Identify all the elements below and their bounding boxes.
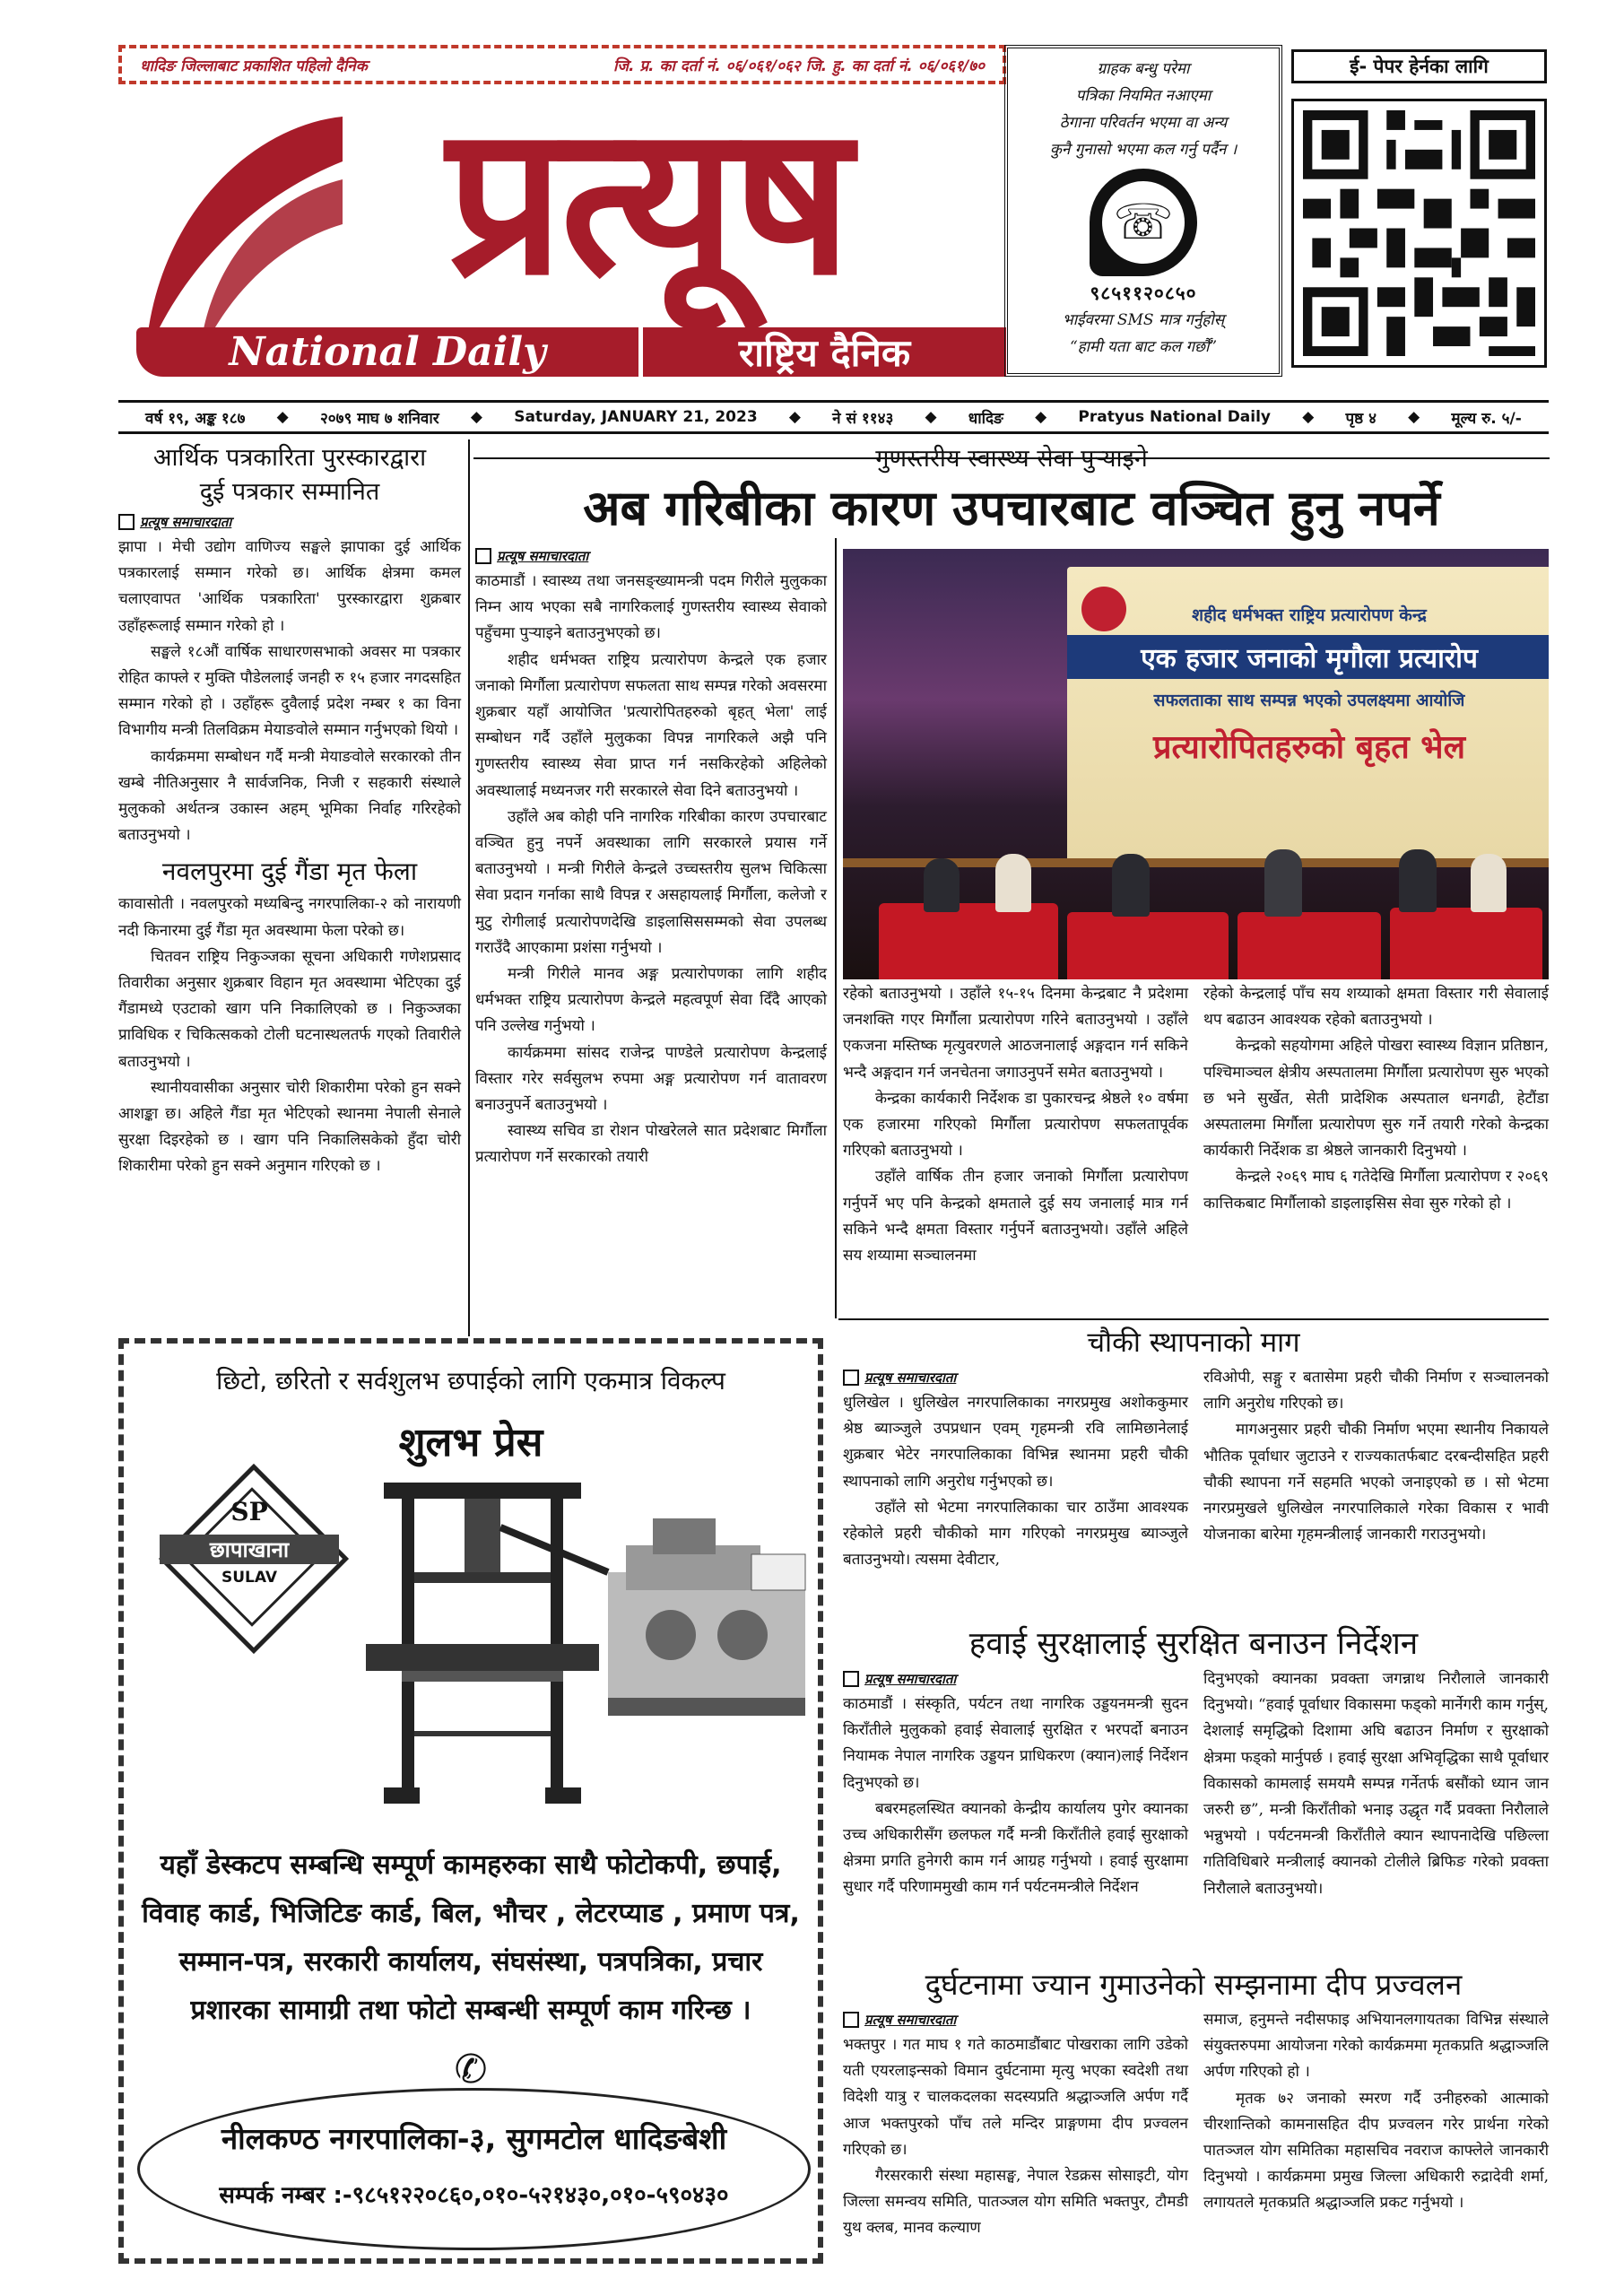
photo-table [879,903,1058,979]
event-photo [843,549,1549,979]
english-date: Saturday, JANUARY 21, 2023 [514,408,758,426]
registration-number: जि. प्र. का दर्ता नं. ०६/०६१/०६२ जि. हु. का दर्ता नं. ०६/०६१/७० [612,57,985,75]
paragraph: मृतक ७२ जनाको स्मरण गर्दै उनीहरुको आत्माको चीरशान्तिको कामनासहित दीप प्रज्वलन गरेर प्रार्थना गरेको पातञ्जल योग समितिका महासचिव नवराज काफ्लेले जानकारी दिनुभयो । कार्यक्रममा प्रमुख जिल्ला अधिकारी रुद्रादेवी शर्मा, लगायतले मृतकप्रति श्रद्धाञ्जलि प्रकट गर्नुभयो । [1203,2089,1549,2213]
viber-number: ९८५११२०८५० [1090,282,1197,304]
newspaper-logo [118,82,1006,377]
bullet-icon: ◆ [470,408,482,426]
byline: प्रत्यूष समाचारदाता [118,513,461,531]
checkbox-icon [118,514,135,530]
press-advertisement[interactable] [118,1338,823,2264]
paragraph: भक्तपुर । गत माघ १ गते काठमाडौंबाट पोखराका लागि उडेको यती एयरलाइन्सको विमान दुर्घटनामा मृत्यु भएका स्वदेशी तथा विदेशी यात्रु र चालकदलका सदस्यप्रति श्रद्धाञ्जलि अर्पण गर्दै आज भक्तपुरको पाँच तले मन्दिर प्राङ्गणमा दीप प्रज्वलन गरिएको छ। [843,2036,1188,2159]
ad-contact-number: सम्पर्क नम्बर :-९८५१२२०८६०,०१०-५२१४३०,०१०-५९०४३० [219,2182,729,2209]
paragraph: रविओपी, सङ्गु र बतासेमा प्रहरी चौकी निर्माण र सञ्चालनको लागि अनुरोध गरिएको छ। [1203,1369,1549,1413]
paragraph: स्थानीयवासीका अनुसार चोरी शिकारीमा परेको हुन सक्ने आशङ्का छ। अहिले गैंडा मृत भेटिएको स्थानमा नेपाली सेनाले सुरक्षा दिइरहेको छ । खाग पनि निकालिसकेको हुँदा चोरी शिकारीमा परेको हुन सक्ने अनुमान गरिएको छ । [118,1078,461,1176]
photo-table [1067,912,1229,979]
byline: प्रत्यूष समाचारदाता [475,547,827,565]
vigil-column-1 [843,2007,1188,2242]
viber-quote: “हामी यता बाट कल गर्छौं” [1069,338,1218,356]
paragraph: उहाँले अब कोही पनि नागरिक गरिबीका कारण उपचारबाट वञ्चित हुनु नपर्ने अवस्थाका लागि सरकारले प्रयास गर्ने बताउनुभयो । मन्त्री गिरीले केन्द्रले उच्चस्तरीय सुलभ चिकित्सा सेवा प्रदान गर्नाका साथै विपन्न र असहायलाई मिर्गौला, कलेजो र मुटु रोगीलाई प्रत्यारोपणदेखि डाइलासिससम्मको सेवा उपलब्ध गराउँदै आएकामा प्रशंसा गर्नुभयो । [475,807,827,957]
paper-name-en: Pratyus National Daily [1078,408,1272,426]
bullet-icon: ◆ [1408,408,1420,426]
paragraph: धुलिखेल । धुलिखेल नगरपालिकाका नगरप्रमुख अशोककुमार श्रेष्ठ ब्याञ्जुले उपप्रधान एवम् गृहमन्त्री रवि लामिछानेलाई शुक्रबार भेटेर नगरपालिकाका विभिन्न स्थानमा प्रहरी चौकी स्थापनाको लागि अनुरोध गर्नुभएको छ। [843,1394,1188,1491]
epaper-label: ई- पेपर हेर्नका लागि [1291,49,1547,83]
lead-column-2 [843,981,1188,1269]
byline: प्रत्यूष समाचारदाता [843,1369,1188,1387]
paragraph: रहेको केन्द्रलाई पाँच सय शय्याको क्षमता विस्तार गरी सेवालाई थप बढाउन आवश्यक रहेको बताउनुभयो । [1203,985,1549,1030]
paragraph: स्वास्थ्य सचिव डा रोशन पोखरेलले सात प्रदेशबाट मिर्गौला प्रत्यारोपण गर्ने सरकारको तयारी [475,1122,827,1167]
photo-table [1390,908,1542,979]
paragraph: चितवन राष्ट्रिय निकुञ्जका सूचना अधिकारी गणेशप्रसाद तिवारीका अनुसार शुक्रबार विहान मृत अवस्थामा भेटिएका दुई गैंडामध्ये एउटाको खाग पनि निकालिएको छ । निकुञ्जका प्राविधिक र चिकित्सकको टोली घटनास्थलतर्फ गएको तिवारीले बताउनुभयो । [118,947,461,1071]
ad-title: शुलभ प्रेस [398,1420,543,1465]
info-bar [118,400,1549,434]
section-rule [838,1318,1549,1320]
checkbox-icon [843,1671,859,1687]
byline: प्रत्यूष समाचारदाता [843,2011,1188,2029]
year-issue: वर्ष १९, अङ्क १८७ [145,409,246,428]
ad-address: नीलकण्ठ नगरपालिका-३, सुगमटोल धादिङबेशी [221,2121,727,2156]
paragraph: गैरसरकारी संस्था महासङ्घ, नेपाल रेडक्रस सोसाइटी, योग जिल्ला समन्वय समिति, पातञ्जल योग समिति भक्तपुर, टौमडी युथ क्लब, मानव कल्याण [843,2167,1188,2238]
ad-tagline: छिटो, छरितो र सर्वशुलभ छपाईको लागि एकमात्र विकल्प [216,1366,725,1396]
national-daily-label: National Daily [136,327,638,377]
column-divider [468,439,470,1336]
bullet-icon: ◆ [925,408,937,426]
paragraph: केन्द्रले २०६९ माघ ६ गतेदेखि मिर्गौला प्रत्यारोपण र २०६९ कात्तिकबाट मिर्गौलाको डाइलाइसिस सेवा सुरु गरेको हो । [1203,1168,1549,1213]
photo-person [995,854,1031,912]
police-column-1 [843,1365,1188,1573]
bullet-icon: ◆ [1035,408,1047,426]
paragraph: काठमाडौं । स्वास्थ्य तथा जनसङ्ख्यामन्त्री पदम गिरीले मुलुकका निम्न आय भएका सबै नागरिकलाई गुणस्तरीय स्वास्थ्य सेवाको पहुँचमा पुर्‍याइने बताउनुभएको छ। [475,572,827,643]
paragraph: उहाँले सो भेटमा नगरपालिकाका चार ठाउँमा आवश्यक रहेकोले प्रहरी चौकीको माग गरिएको नगरप्रमुख ब्याञ्जुले बताउनुभयो। त्यसमा देवीटार, [843,1498,1188,1570]
nepali-date: २०७९ माघ ७ शनिवार [319,409,439,428]
photo-person [1471,854,1507,912]
notice-line: पत्रिका नियमित नआएमा [1075,87,1211,105]
viber-note: भाईवरमा SMS मात्र गर्नुहोस् [1062,311,1225,329]
column-divider [835,538,837,1318]
qr-code-icon [1303,110,1535,356]
notice-line: ठेगाना परिवर्तन भएमा वा अन्य [1059,114,1228,132]
first-daily-note: धादिङ जिल्लाबाट प्रकाशित पहिलो दैनिक [140,57,368,75]
checkbox-icon [475,548,491,564]
bullet-icon: ◆ [276,408,289,426]
paragraph: कावासोती । नवलपुरको मध्यबिन्दु नगरपालिका-२ को नारायणी नदी किनारमा दुई गैंडा मृत अवस्थामा फेला परेको छ। [118,895,461,940]
rhino-headline: नवलपुरमा दुई गैंडा मृत फेला [161,857,418,887]
police-headline: चौकी स्थापनाको माग [1087,1326,1300,1359]
nepal-emblem-icon [1081,587,1126,631]
lead-column-1 [475,544,827,1171]
paragraph: झापा । मेची उद्योग वाणिज्य सङ्घले झापाका दुई आर्थिक पत्रकारलाई सम्मान गरेको छ। आर्थिक क्षेत्रमा कमल चलाएवापत 'आर्थिक पत्रकारिता' पुरस्कारद्वारा शुक्रबार उहाँहरूलाई सम्मान गरेको हो । [118,538,461,635]
price: मूल्य रु. ५/- [1451,409,1522,428]
paragraph: काठमाडौं । संस्कृति, पर्यटन तथा नागरिक उड्डयनमन्त्री सुदन किराँतीले मुलुकको हवाई सेवालाई सुरक्षित र भरपर्दो बनाउन नियामक नेपाल नागरिक उड्डयन प्राधिकरण (क्यान)लाई निर्देशन दिनुभएको छ। [843,1695,1188,1792]
ad-contact-oval [137,2088,811,2250]
photo-banner: शहीद धर्मभक्त राष्ट्रिय प्रत्यारोपण केन्द्र एक हजार जनाको मृगौला प्रत्यारोप सफलताका साथ सम्पन्न भएको उपलक्ष्यमा आयोजि प्रत्यारोपितहरुको बृहत भेल [1067,567,1549,863]
police-column-2 [1203,1365,1549,1548]
byline: प्रत्यूष समाचारदाता [843,1670,1188,1688]
paragraph: कार्यक्रममा सांसद राजेन्द्र पाण्डेले प्रत्यारोपण केन्द्रलाई विस्तार गरेर सर्वसुलभ रुपमा अङ्ग प्रत्यारोपण गर्न वातावरण बनाउनुपर्ने बताउनुभयो । [475,1043,827,1115]
page-number: पृष्ठ ४ [1345,409,1376,428]
paragraph: बबरमहलस्थित क्यानको केन्द्रीय कार्यालय पुगेर क्यानका उच्च अधिकारीसँग छलफल गर्दै मन्त्री किराँतीले हवाई सुरक्षाको क्षेत्रमा प्रगति हुनेगरी काम गर्न आग्रह गर्नुभयो । हवाई सुरक्षामा सुधार गर्दै परिणाममुखी काम गर्न पर्यटनमन्त्रीले निर्देशन [843,1799,1188,1897]
lead-kicker: गुणस्तरीय स्वास्थ्य सेवा पुर्‍याइने [875,445,1148,473]
aviation-headline: हवाई सुरक्षालाई सुरक्षित बनाउन निर्देशन [968,1626,1419,1662]
notice-line: कुनै गुनासो भएमा कल गर्नु पर्दैन । [1049,141,1238,159]
viber-icon: ☏ [1090,169,1197,276]
paragraph: मन्त्री गिरीले मानव अङ्ग प्रत्यारोपणका लागि शहीद धर्मभक्त राष्ट्रिय प्रत्यारोपण केन्द्रले महत्वपूर्ण सेवा दिँदै आएको पनि उल्लेख गर्नुभयो । [475,965,827,1036]
lead-headline: अब गरिबीका कारण उपचारबाट वञ्चित हुनु नपर्ने [583,480,1440,536]
paragraph: सङ्घले १८औं वार्षिक साधारणसभाको अवसर मा पत्रकार रोहित काफ्ले र मुक्ति पौडेललाई जनही रु १५ हजार नगदसहित सम्मान गरेको हो । उहाँहरू दुवैलाई प्रदेश नम्बर १ का विना विभागीय मन्त्री तिलविक्रम मेयाङवोले सम्मान गर्नुभएको थियो । [118,642,461,740]
subscriber-notice-box [1004,45,1282,377]
photo-person [1264,849,1302,917]
ad-services: यहाँ डेस्कटप सम्बन्धि सम्पूर्ण कामहरुका साथै फोटोकपी, छपाई, विवाह कार्ड, भिजिटिङ कार्ड, बिल, भौचर , लेटरप्याड , प्रमाण पत्र, सम्मान-पत्र, सरकारी कार्यालय, संघसंस्था, पत्रपत्रिका, प्रचार प्रशारका सामाग्री तथा फोटो सम्बन्धी सम्पूर्ण काम गरिन्छ । [142,1849,800,2026]
checkbox-icon [843,1370,859,1386]
photo-table [1238,912,1381,979]
paragraph: दिनुभएको क्यानका प्रवक्ता जगन्नाथ निरौलाले जानकारी दिनुभयो। “हवाई पूर्वाधार विकासमा फड्को मार्नेगरी काम गर्नुस्, देशलाई समृद्धिको दिशामा अघि बढाउन निर्माण र सुरक्षाको क्षेत्रमा फड्को मार्नुपर्छ । हवाई सुरक्षा अभिवृद्धिका साथै पूर्वाधार विकासको कामलाई समयमै सम्पन्न गर्नेतर्फ बसौंको ध्यान जान जरुरी छ”, मन्त्री किराँतीको भनाइ उद्धृत गर्दै प्रवक्ता निरौलाले भन्नुभयो । पर्यटनमन्त्री किराँतीले क्यान स्थापनादेखि पछिल्ला गतिविधिबारे मन्त्रीलाई क्यानको टोलीले ब्रिफिङ गरेको प्रवक्ता निरौलाले बताउनुभयो। [1203,1670,1549,1898]
paragraph: शहीद धर्मभक्त राष्ट्रिय प्रत्यारोपण केन्द्रले एक हजार जनाको मिर्गौला प्रत्यारोपण सफलता साथ सम्पन्न गरेको अवसरमा शुक्रबार यहाँ आयोजित 'प्रत्यारोपितहरुको बृहत् भेला' लाई सम्बोधन गर्दै उहाँले मुलुकका विपन्न नागरिकले अझै पनि गुणस्तरीय स्वास्थ्य सेवा प्राप्त गर्न नसकिरहेको अहिलेको अवस्थालाई मध्यनजर गरी सरकारले सेवा दिने बताउनुभयो । [475,650,827,800]
bullet-icon: ◆ [1302,408,1315,426]
letterpress-machine-icon [348,1465,617,1823]
paragraph: रहेको बताउनुभयो । उहाँले १५-१५ दिनमा केन्द्रबाट नै प्रदेशमा जनशक्ति गएर मिर्गौला प्रत्यारोपण गरिने बताउनुभयो । उहाँले एकजना मस्तिष्क मृत्युवरणले आठजनालाई अङ्गदान गर्न सकिने भन्दै अङ्गदान गर्न जनचेतना जगाउनुपर्ने समेत बताउनुभयो । [843,985,1188,1082]
lead-column-3 [1203,981,1549,1217]
press-logo: SP छापाखाना SULAV [160,1465,339,1644]
offset-press-icon [599,1518,814,1734]
article-award [118,441,461,1180]
photo-person [1112,854,1150,917]
nepal-sambat: ने सं ११४३ [832,409,894,428]
bullet-icon: ◆ [788,408,801,426]
vigil-column-2 [1203,2007,1549,2217]
checkbox-icon [843,2012,859,2028]
paragraph: केन्द्रको सहयोगमा अहिले पोखरा स्वास्थ्य विज्ञान प्रतिष्ठान, पश्चिमाञ्चल क्षेत्रीय अस्पतालमा मिर्गौला प्रत्यारोपण सुरु भएको छ भने सुर्खेत, सेती प्रादेशिक अस्पताल धनगढी, हेटौंडा अस्पतालमा मिर्गौला प्रत्यारोपण सुरु गर्ने तयारी गरेको केन्द्रका कार्यकारी निर्देशक डा श्रेष्ठले जानकारी दिनुभयो । [1203,1037,1549,1161]
qr-code[interactable] [1291,99,1547,368]
paragraph: समाज, हनुमन्ते नदीसफाइ अभियानलगायतका विभिन्न संस्थाले संयुक्तरुपमा आयोजना गरेको कार्यक्रममा मृतकप्रति श्रद्धाञ्जलि अर्पण गरिएको हो । [1203,2011,1549,2082]
paragraph: मागअनुसार प्रहरी चौकी निर्माण भएमा स्थानीय निकायले भौतिक पूर्वाधार जुटाउने र राज्यकातर्फबाट दरबन्दीसहित प्रहरी चौकी स्थापना गर्ने सहमति भएको जनाइएको छ । सो भेटमा नगरप्रमुखले धुलिखेल नगरपालिकाले गरेका विकास र भावी योजनाका बारेमा गृहमन्त्रीलाई जानकारी गराउनुभयो। [1203,1421,1549,1544]
paragraph: उहाँले वार्षिक तीन हजार जनाको मिर्गौला प्रत्यारोपण गर्नुपर्ने भए पनि केन्द्रको क्षमताले दुई सय जनालाई मात्र गर्न सकिने भन्दै क्षमता विस्तार गर्नुपर्ने बताउनुभयो। उहाँले अहिले सय शय्यामा सञ्चालनमा [843,1168,1188,1265]
photo-person [924,858,960,912]
logo-title: प्रत्यूष [447,82,848,321]
rashtriya-dainik-label: राष्ट्रिय दैनिक [643,327,1006,377]
district: धादिङ [968,409,1003,428]
aviation-column-1 [843,1666,1188,1901]
vigil-headline: दुर्घटनामा ज्यान गुमाउनेको सम्झनामा दीप प्रज्वलन [925,1967,1463,2002]
paragraph: कार्यक्रममा सम्बोधन गर्दै मन्त्री मेयाङवोले सरकारको तीन खम्बे नीतिअनुसार नै सार्वजनिक, निजी र सहकारी संस्थाले मुलुकको अर्थतन्त्र उकास्न अहम् भूमिका निर्वाह गरिरहेको बताउनुभयो । [118,747,461,845]
aviation-column-2 [1203,1666,1549,1902]
phone-icon: ✆ [454,2047,488,2092]
notice-line: ग्राहक बन्धु परेमा [1097,60,1190,78]
paragraph: केन्द्रका कार्यकारी निर्देशक डा पुकारचन्द्र श्रेष्ठले १० वर्षमा एक हजारमा गरिएको मिर्गौला प्रत्यारोपण सफलतापूर्वक गरिएको बताउनुभयो । [843,1089,1188,1161]
photo-person [1399,849,1437,912]
award-headline: आर्थिक पत्रकारिता पुरस्कारद्वारा दुई पत्रकार सम्मानित [152,444,427,506]
